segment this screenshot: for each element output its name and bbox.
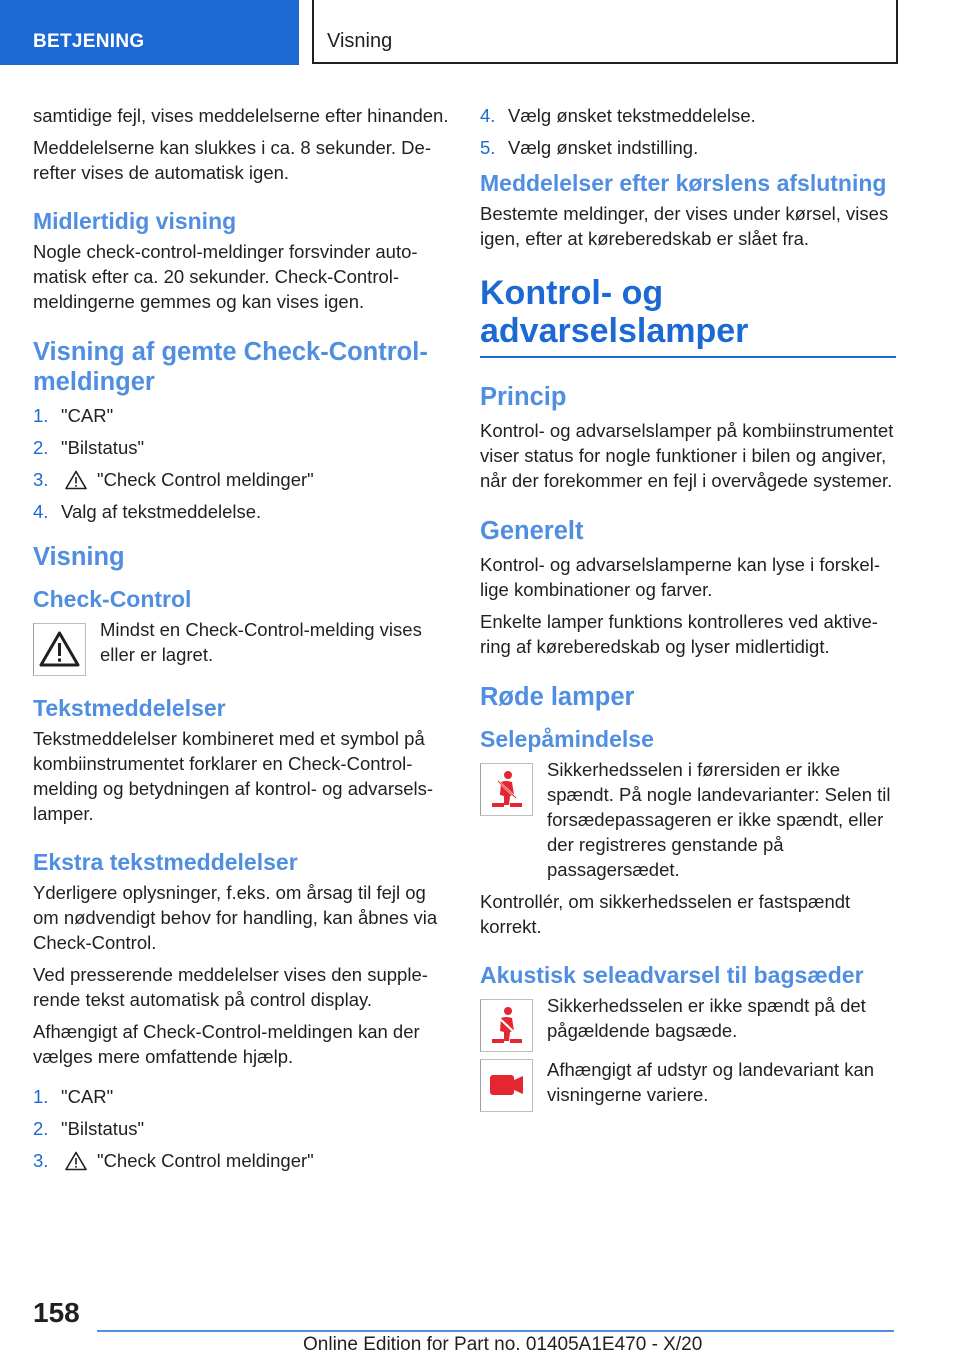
list-item xyxy=(33,1116,449,1141)
chapter-heading-wrap xyxy=(480,274,896,358)
steps-list-1 xyxy=(33,403,449,524)
paragraph: Sikkerhedsselen i førersiden er ikke spændt. På nogle landevarianter: Selen til forsædepassageren er ikke spændt, eller der registreres genstande på passagersædet. xyxy=(547,759,891,880)
heading-rode-lamper: Røde lamper xyxy=(480,683,635,711)
steps-list-3 xyxy=(480,103,896,160)
rear-seatbelt-block xyxy=(480,993,896,1057)
list-item xyxy=(480,103,896,128)
left-column xyxy=(33,103,449,1183)
chapter-heading: Kontrol- og advarselslamper xyxy=(480,274,749,350)
list-item xyxy=(480,135,896,160)
paragraph: Kontrol- og advarselslamper på kombiinstrumentet viser status for nogle funktioner i bilen og angiver, når der forekommer en fejl i overvågede systemer. xyxy=(480,420,894,491)
paragraph: Meddelelserne kan slukkes i ca. 8 sekunder. Derefter vises de automatisk igen. xyxy=(33,137,431,183)
heading-selepamindelse: Selepåmindelse xyxy=(480,726,654,752)
paragraph: Bestemte meldinger, der vises under kørsel, vises igen, efter at køreberedskab er slået fra. xyxy=(480,203,889,249)
rear-seatbelt-warning-icon xyxy=(480,999,533,1052)
heading-akustisk: Akustisk seleadvarsel til bagsæder xyxy=(480,962,864,988)
list-number: 4. xyxy=(33,501,49,522)
list-number: 4. xyxy=(480,105,496,126)
heading-midlertidig: Midlertidig visning xyxy=(33,208,237,234)
paragraph: Kontrol- og advarselslamperne kan lyse i forskellige kombinationer og farver. xyxy=(480,554,880,600)
paragraph: Afhængigt af Check-Control-meldingen kan der vælges mere omfattende hjælp. xyxy=(33,1021,420,1067)
list-number: 2. xyxy=(33,437,49,458)
list-text: Vælg ønsket tekstmeddelelse. xyxy=(508,105,756,126)
right-column xyxy=(480,103,896,1121)
page-number: 158 xyxy=(33,1297,80,1328)
paragraph: samtidige fejl, vises meddelelserne efter hinanden. xyxy=(33,105,449,126)
heading-ekstra: Ekstra tekstmeddelelser xyxy=(33,849,298,875)
paragraph: Tekstmeddelelser kombineret med et symbol på kombiinstrumentet forklarer en Check-Control-melding og betydningen af kontrol- og advarselslamper. xyxy=(33,728,434,824)
list-text: "Check Control meldinger" xyxy=(97,469,314,490)
list-number: 1. xyxy=(33,405,49,426)
check-control-block xyxy=(33,617,449,681)
list-number: 2. xyxy=(33,1118,49,1139)
heading-princip: Princip xyxy=(480,383,567,411)
list-item xyxy=(33,435,449,460)
list-number: 3. xyxy=(33,1150,49,1171)
check-control-warning-icon xyxy=(33,623,86,676)
list-text: "Check Control meldinger" xyxy=(97,1150,314,1171)
list-text: Valg af tekstmeddelelse. xyxy=(61,501,262,522)
header-section-tab xyxy=(0,0,299,65)
paragraph: Enkelte lamper funktions kontrolleres ved aktivering af køreberedskab og lyser midlertidigt. xyxy=(480,611,878,657)
rear-seat-status-block xyxy=(480,1057,896,1121)
list-text: Vælg ønsket indstilling. xyxy=(508,137,699,158)
paragraph: Yderligere oplysninger, f.eks. om årsag til fejl og om nødvendigt behov for handling, kan åbnes via Check-Control. xyxy=(33,882,438,953)
paragraph: Afhængigt af udstyr og landevariant kan visningerne variere. xyxy=(547,1059,875,1105)
paragraph: Mindst en Check-Control-melding vises eller er lagret. xyxy=(100,619,422,665)
list-number: 1. xyxy=(33,1086,49,1107)
paragraph: Ved presserende meddelelser vises den supplerende tekst automatisk på control display. xyxy=(33,964,428,1010)
seatbelt-block xyxy=(480,757,896,882)
seatbelt-warning-icon xyxy=(480,763,533,816)
paragraph: Nogle check-control-meldinger forsvinder automatisk efter ca. 20 sekunder. Check-Control-meldingerne gemmes og kan vises igen. xyxy=(33,241,418,312)
heading-generelt: Generelt xyxy=(480,517,584,545)
footer-divider xyxy=(97,1330,894,1332)
header-section-title: BETJENING xyxy=(33,31,145,52)
warning-triangle-icon xyxy=(65,470,87,490)
paragraph: Sikkerhedsselen er ikke spændt på det pågældende bagsæde. xyxy=(547,995,866,1041)
heading-tekstmeddelelser: Tekstmeddelelser xyxy=(33,695,226,721)
list-text: "Bilstatus" xyxy=(61,1118,145,1139)
header-page-title: Visning xyxy=(327,30,393,52)
footer-edition: Online Edition for Part no. 01405A1E470 - X/20 xyxy=(303,1334,703,1355)
list-item xyxy=(33,467,449,492)
list-item xyxy=(33,403,449,428)
warning-triangle-icon xyxy=(65,1151,87,1171)
list-item xyxy=(33,1148,449,1173)
heading-efter-korsel: Meddelelser efter kørslens afslutning xyxy=(480,170,887,196)
list-text: "CAR" xyxy=(61,1086,114,1107)
rear-seat-status-icon xyxy=(480,1059,533,1112)
heading-check-control: Check-Control xyxy=(33,586,192,612)
steps-list-2 xyxy=(33,1084,449,1173)
header-page-box xyxy=(312,0,898,64)
list-number: 3. xyxy=(33,469,49,490)
list-text: "CAR" xyxy=(61,405,114,426)
list-item xyxy=(33,499,449,524)
list-number: 5. xyxy=(480,137,496,158)
paragraph: Kontrollér, om sikkerhedsselen er fastspændt korrekt. xyxy=(480,891,851,937)
heading-gemte: Visning af gemte Check-Control-meldinger xyxy=(33,338,428,396)
list-item xyxy=(33,1084,449,1109)
heading-visning: Visning xyxy=(33,543,125,571)
list-text: "Bilstatus" xyxy=(61,437,145,458)
